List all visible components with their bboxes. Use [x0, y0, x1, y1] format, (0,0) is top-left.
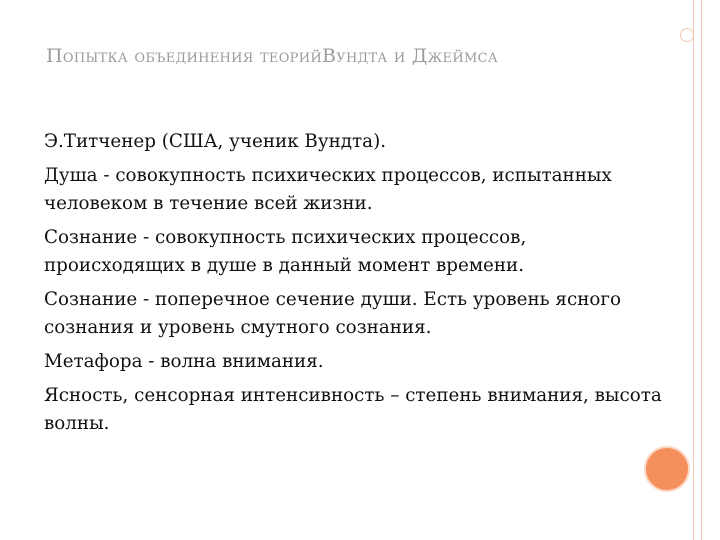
- right-border-line-outer: [701, 0, 702, 540]
- bullet-item-soul: Душа - совокупность психических процессов, испытанных человеком в течение всей жизни.: [44, 165, 612, 214]
- top-ring-decoration: [680, 28, 694, 42]
- orange-circle-decoration: [644, 446, 690, 492]
- bullet-item-clarity: Ясность, сенсорная интенсивность – степень внимания, высота волны.: [44, 385, 662, 434]
- bullet-item-titchener: Э.Титченер (США, ученик Вундта).: [44, 131, 387, 152]
- bullet-item-cross-section: Сознание - поперечное сечение души. Есть уровень ясного сознания и уровень смутного сознания.: [44, 289, 621, 338]
- bullet-item-metaphor: Метафора - волна внимания.: [44, 351, 324, 372]
- bullet-item-consciousness: Сознание - совокупность психических процессов, происходящих в душе в данный момент времени.: [44, 227, 527, 276]
- right-border-line-inner: [693, 0, 694, 540]
- bullet-list: [44, 128, 664, 444]
- slide-title: Попытка объединения теорийВундта и Джеймса: [46, 45, 498, 67]
